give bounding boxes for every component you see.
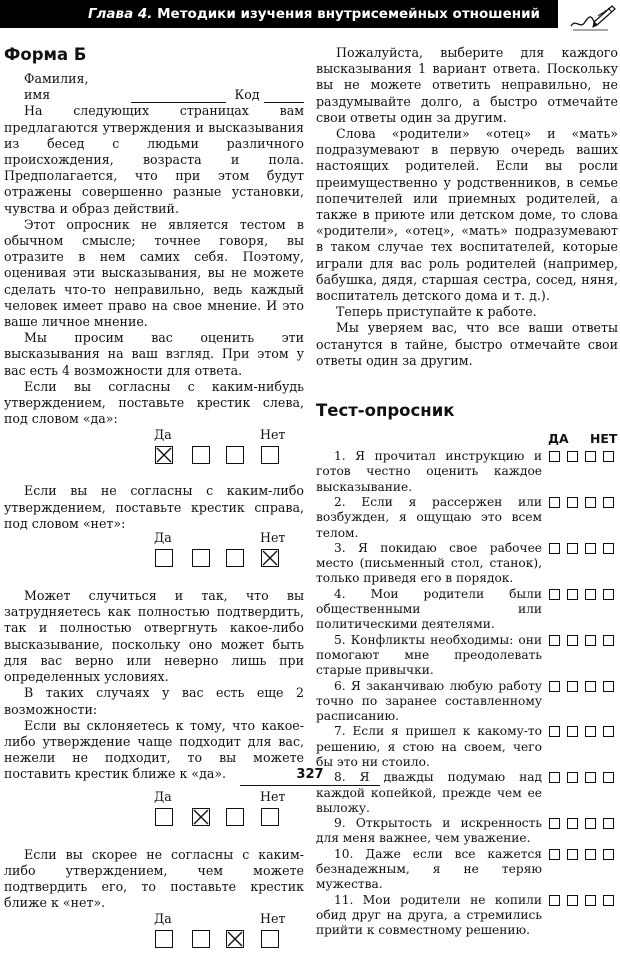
question-row bbox=[316, 541, 618, 587]
answer-checkbox-1[interactable] bbox=[549, 635, 560, 646]
answer-checkbox-2[interactable] bbox=[567, 635, 578, 646]
question-text: 2. Если я рассержен или возбужден, я ощущаю это всем телом. bbox=[316, 494, 542, 540]
page-number: 327 bbox=[296, 767, 324, 782]
question-text: 1. Я прочитал инструкцию и готов честно оценить каждое высказывание. bbox=[316, 449, 542, 494]
question-row bbox=[316, 847, 618, 893]
answer-checkbox-1[interactable] bbox=[549, 895, 560, 906]
answer-checkbox-3[interactable] bbox=[585, 726, 596, 737]
checkbox-checked bbox=[192, 808, 210, 826]
no-label: Нет bbox=[260, 427, 286, 443]
checkbox bbox=[226, 446, 244, 464]
answer-checkbox-4[interactable] bbox=[603, 635, 614, 646]
four-options-paragraph: Мы просим вас оценить эти высказывания на ваш взгляд. При этом у вас есть 4 возможности для ответа. bbox=[4, 330, 304, 378]
answer-checkbox-1[interactable] bbox=[549, 497, 560, 508]
code-field[interactable] bbox=[264, 91, 304, 103]
answer-checkbox-2[interactable] bbox=[567, 451, 578, 462]
yes-label: Да bbox=[154, 530, 172, 546]
checkbox bbox=[155, 808, 173, 826]
agree-instruction: Если вы согласны с каким-нибудь утверждением, поставьте крестик слева, под словом «да»: bbox=[4, 378, 304, 427]
example-agree bbox=[4, 427, 304, 477]
answer-checkbox-2[interactable] bbox=[567, 849, 578, 860]
question-row bbox=[316, 893, 618, 939]
lean-yes-instruction: Если вы склоняетесь к тому, что какое-либо утверждение чаще подходит для вас, нежели не подходит, то вы можете поставить крестик ближе к «да». bbox=[4, 717, 304, 782]
answer-checkbox-2[interactable] bbox=[567, 818, 578, 829]
no-label: Нет bbox=[260, 911, 286, 927]
answer-checkbox-4[interactable] bbox=[603, 451, 614, 462]
yes-label: Да bbox=[154, 911, 172, 927]
checkbox-checked bbox=[261, 549, 279, 567]
answer-checkbox-1[interactable] bbox=[549, 818, 560, 829]
choose-one-paragraph: Пожалуйста, выберите для каждого высказывания 1 вариант ответа. Поскольку вы не можете ответить неправильно, не раздумывайте долго, а быстро отмечайте свои ответы один за другим. bbox=[316, 45, 618, 125]
question-row bbox=[316, 679, 618, 725]
question-text: 6. Я заканчиваю любую работу точно по заранее составленному расписанию. bbox=[316, 678, 542, 724]
checkbox-checked bbox=[155, 446, 173, 464]
answer-checkbox-3[interactable] bbox=[585, 497, 596, 508]
checkbox bbox=[226, 808, 244, 826]
start-work-line: Теперь приступайте к работе. bbox=[336, 304, 537, 320]
intro-paragraph: На следующих страницах вам предлагаются утверждения и высказывания из бесед с людьми различного происхождения, возраста и пола. Предполагается, что при этом будут отражены совершенно разные установки, чувства и образ действий. bbox=[4, 103, 304, 216]
answer-checkbox-1[interactable] bbox=[549, 451, 560, 462]
name-label: Фамилия, имя bbox=[24, 71, 89, 103]
chapter-title: Методики изучения внутрисемейных отношений bbox=[157, 6, 540, 22]
answer-checkbox-1[interactable] bbox=[549, 681, 560, 692]
test-title: Тест-опросник bbox=[316, 401, 455, 421]
checkbox-checked bbox=[226, 930, 244, 948]
answer-checkbox-3[interactable] bbox=[585, 589, 596, 600]
example-disagree bbox=[4, 530, 304, 580]
chapter-header-bar bbox=[0, 0, 558, 28]
two-more-options: В таких случаях у вас есть еще 2 возможности: bbox=[4, 685, 304, 717]
question-text: 4. Мои родители были общественными или политическими деятелями. bbox=[316, 586, 542, 632]
question-row bbox=[316, 724, 618, 770]
answer-columns-header bbox=[316, 427, 618, 449]
page-header bbox=[0, 0, 620, 34]
col-no-label: НЕТ bbox=[590, 431, 618, 447]
answer-checkbox-2[interactable] bbox=[567, 589, 578, 600]
uncertain-paragraph: Может случиться и так, что вы затрудняетесь как полностью подтвердить, так и полностью отвергнуть какое-либо высказывание, поскольку оно может быть для вас верно или неверно лишь при определенных условиях. bbox=[4, 588, 304, 685]
answer-checkbox-1[interactable] bbox=[549, 543, 560, 554]
not-a-test-paragraph: Этот опросник не является тестом в обычном смысле; точнее говоря, вы отразите в нем самих себя. Поэтому, оценивая эти высказывания, вы не можете сделать что-то неправильно, ведь каждый человек имеет право на свое мнение. И это ваше личное мнение. bbox=[4, 216, 304, 330]
answer-checkbox-1[interactable] bbox=[549, 589, 560, 600]
answer-checkbox-3[interactable] bbox=[585, 818, 596, 829]
answer-checkbox-1[interactable] bbox=[549, 726, 560, 737]
checkbox bbox=[261, 446, 279, 464]
example-lean-no bbox=[4, 911, 304, 961]
chapter-label: Глава 4. bbox=[87, 6, 153, 22]
question-text: 3. Я покидаю свое рабочее место (письменный стол, станок), только приведя его в порядок. bbox=[316, 540, 542, 586]
answer-checkbox-2[interactable] bbox=[567, 497, 578, 508]
checkbox bbox=[155, 549, 173, 567]
pen-signature-icon bbox=[568, 0, 618, 34]
answer-checkbox-3[interactable] bbox=[585, 635, 596, 646]
answer-checkbox-2[interactable] bbox=[567, 895, 578, 906]
question-text: 10. Даже если все кажется безнадежным, я не теряю мужества. bbox=[316, 846, 542, 892]
question-row bbox=[316, 633, 618, 679]
disagree-instruction: Если вы не согласны с каким-либо утверждением, поставьте крестик справа, под словом «нет»: bbox=[4, 483, 304, 531]
question-row bbox=[316, 816, 618, 847]
checkbox bbox=[261, 930, 279, 948]
code-label: Код bbox=[234, 87, 260, 103]
question-text: 7. Если я пришел к какому-то решению, я стою на своем, чего бы это ни стоило. bbox=[316, 724, 542, 769]
question-row bbox=[316, 449, 618, 495]
no-label: Нет bbox=[260, 788, 286, 804]
answer-checkbox-4[interactable] bbox=[603, 497, 614, 508]
answer-checkbox-2[interactable] bbox=[567, 726, 578, 737]
footer-rule bbox=[240, 785, 380, 786]
question-text: 8. Я дважды подумаю над каждой копейкой, прежде чем ее выложу. bbox=[316, 770, 542, 815]
answer-checkbox-3[interactable] bbox=[585, 895, 596, 906]
checkbox bbox=[261, 808, 279, 826]
checkbox bbox=[192, 549, 210, 567]
checkbox bbox=[226, 549, 244, 567]
answer-checkbox-1[interactable] bbox=[549, 849, 560, 860]
left-column bbox=[4, 45, 304, 961]
answer-checkbox-4[interactable] bbox=[603, 543, 614, 554]
name-field[interactable] bbox=[131, 91, 227, 103]
question-row bbox=[316, 495, 618, 541]
yes-label: Да bbox=[154, 788, 172, 804]
answer-checkbox-4[interactable] bbox=[603, 895, 614, 906]
question-row bbox=[316, 587, 618, 633]
checkbox bbox=[192, 930, 210, 948]
answer-checkbox-3[interactable] bbox=[585, 543, 596, 554]
lean-no-instruction: Если вы скорее не согласны с каким-либо утверждением, чем можете подтвердить его, то поставьте крестик ближе к «нет». bbox=[4, 846, 304, 911]
checkbox bbox=[155, 930, 173, 948]
question-text: 5. Конфликты необходимы: они помогают мне преодолевать старые привычки. bbox=[316, 632, 542, 678]
right-column bbox=[316, 45, 618, 939]
question-text: 9. Открытость и искренность для меня важнее, чем уважение. bbox=[316, 816, 542, 846]
answer-checkbox-2[interactable] bbox=[567, 543, 578, 554]
question-text: 11. Мои родители не копили обид друг на друга, а стремились прийти к совместному решению. bbox=[316, 892, 542, 938]
parents-definition-paragraph: Слова «родители» «отец» и «мать» подразумевают в первую очередь ваших настоящих родителей. Если вы росли преимущественно у родственников, в семье попечителей или приемных родителей, а также в приюте или детском доме, то слова «родители», «отец», «мать» подразумевают в таком случае тех воспитателей, которые играли для вас роль родителей (например, бабушка, дядя, старшая сестра, сосед, няня, воспитатель детского дома и т. д.). bbox=[316, 126, 618, 304]
answer-checkbox-4[interactable] bbox=[603, 726, 614, 737]
answer-checkbox-3[interactable] bbox=[585, 681, 596, 692]
answer-checkbox-4[interactable] bbox=[603, 681, 614, 692]
question-list bbox=[316, 449, 618, 939]
form-title: Форма Б bbox=[4, 45, 87, 64]
yes-label: Да bbox=[154, 427, 172, 443]
confidentiality-paragraph: Мы уверяем вас, что все ваши ответы останутся в тайне, быстро отмечайте свои ответы один за другим. bbox=[316, 320, 618, 368]
col-yes-label: ДА bbox=[548, 431, 569, 447]
checkbox bbox=[192, 446, 210, 464]
answer-checkbox-4[interactable] bbox=[603, 818, 614, 829]
answer-checkbox-3[interactable] bbox=[585, 451, 596, 462]
answer-checkbox-4[interactable] bbox=[603, 589, 614, 600]
name-code-row bbox=[4, 71, 304, 103]
answer-checkbox-2[interactable] bbox=[567, 681, 578, 692]
no-label: Нет bbox=[260, 530, 286, 546]
answer-checkbox-3[interactable] bbox=[585, 849, 596, 860]
example-lean-yes bbox=[4, 789, 304, 839]
answer-checkbox-4[interactable] bbox=[603, 849, 614, 860]
